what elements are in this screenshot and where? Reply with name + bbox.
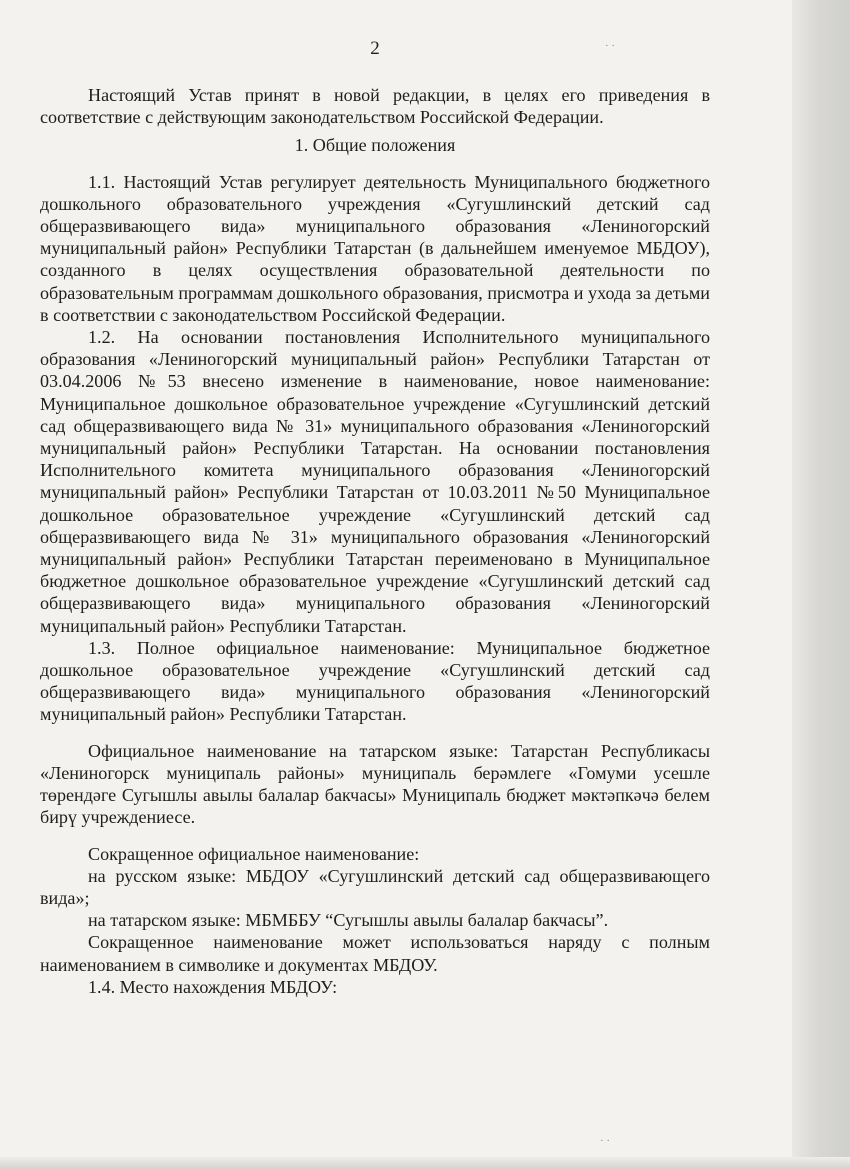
intro-paragraph: Настоящий Устав принят в новой редакции, в целях его приведения в соответствие с действующим законодательством Российской Федерации. [40, 85, 710, 128]
page-edge-shadow [792, 0, 850, 1169]
official-name-tatar: Официальное наименование на татарском языке: Татарстан Республикасы «Лениногорск муниципаль районы» муниципаль берәмлеге «Гомуми усешле төрендәге Сугышлы авылы балалар бакчасы» Муниципаль бюджет мәктәпкәчә белем бирү учреждениесе. [40, 740, 710, 828]
document-body [40, 84, 710, 998]
scan-speck: · · [600, 1135, 611, 1147]
short-name-usage: Сокращенное наименование может использоваться наряду с полным наименованием в символике и документах МБДОУ. [40, 932, 710, 975]
short-name-russian: на русском языке: МБДОУ «Сугушлинский детский сад общеразвивающего вида»; [40, 865, 710, 908]
clause-1-1: 1.1. Настоящий Устав регулирует деятельность Муниципального бюджетного дошкольного образовательного учреждения «Сугушлинский детский сад общеразвивающего вида» муниципального образования «Лениногорский муниципальный район» Республики Татарстан (в дальнейшем именуемое МБДОУ), созданного в целях осуществления образовательной деятельности по образовательным программам дошкольного образования, присмотра и ухода за детьми в соответствии с законодательством Российской Федерации. [40, 171, 710, 325]
page-number: 2 [370, 38, 380, 59]
short-name-tatar: на татарском языке: МБМББУ “Сугышлы авылы балалар бакчасы”. [88, 910, 609, 931]
scan-speck: · · [605, 40, 616, 52]
page-bottom-edge [0, 1157, 850, 1169]
short-name-heading: Сокращенное официальное наименование: [88, 843, 420, 864]
section-heading: 1. Общие положения [294, 135, 456, 156]
clause-1-3: 1.3. Полное официальное наименование: Муниципальное бюджетное дошкольное образовательное учреждение «Сугушлинский детский сад общеразвивающего вида» муниципального образования «Лениногорский муниципальный район» Республики Татарстан. [40, 637, 710, 725]
clause-1-2: 1.2. На основании постановления Исполнительного муниципального образования «Лениногорский муниципальный район» Республики Татарстан от 03.04.2006 №53 внесено изменение в наименование, новое наименование: Муниципальное дошкольное образовательное учреждение «Сугушлинский детский сад общеразвивающего вида № 31» муниципального образования «Лениногорский муниципальный район» Республики Татарстан. На основании постановления Исполнительного комитета муниципального образования «Лениногорский муниципальный район» Республики Татарстан от 10.03.2011 №50 Муниципальное дошкольное образовательное учреждение «Сугушлинский детский сад общеразвивающего вида № 31» муниципального образования «Лениногорский муниципальный район» Республики Татарстан переименовано в Муниципальное бюджетное дошкольное образовательное учреждение «Сугушлинский детский сад общеразвивающего вида» муниципального образования «Лениногорский муниципальный район» Республики Татарстан. [40, 327, 710, 636]
clause-1-4: 1.4. Место нахождения МБДОУ: [88, 976, 338, 997]
